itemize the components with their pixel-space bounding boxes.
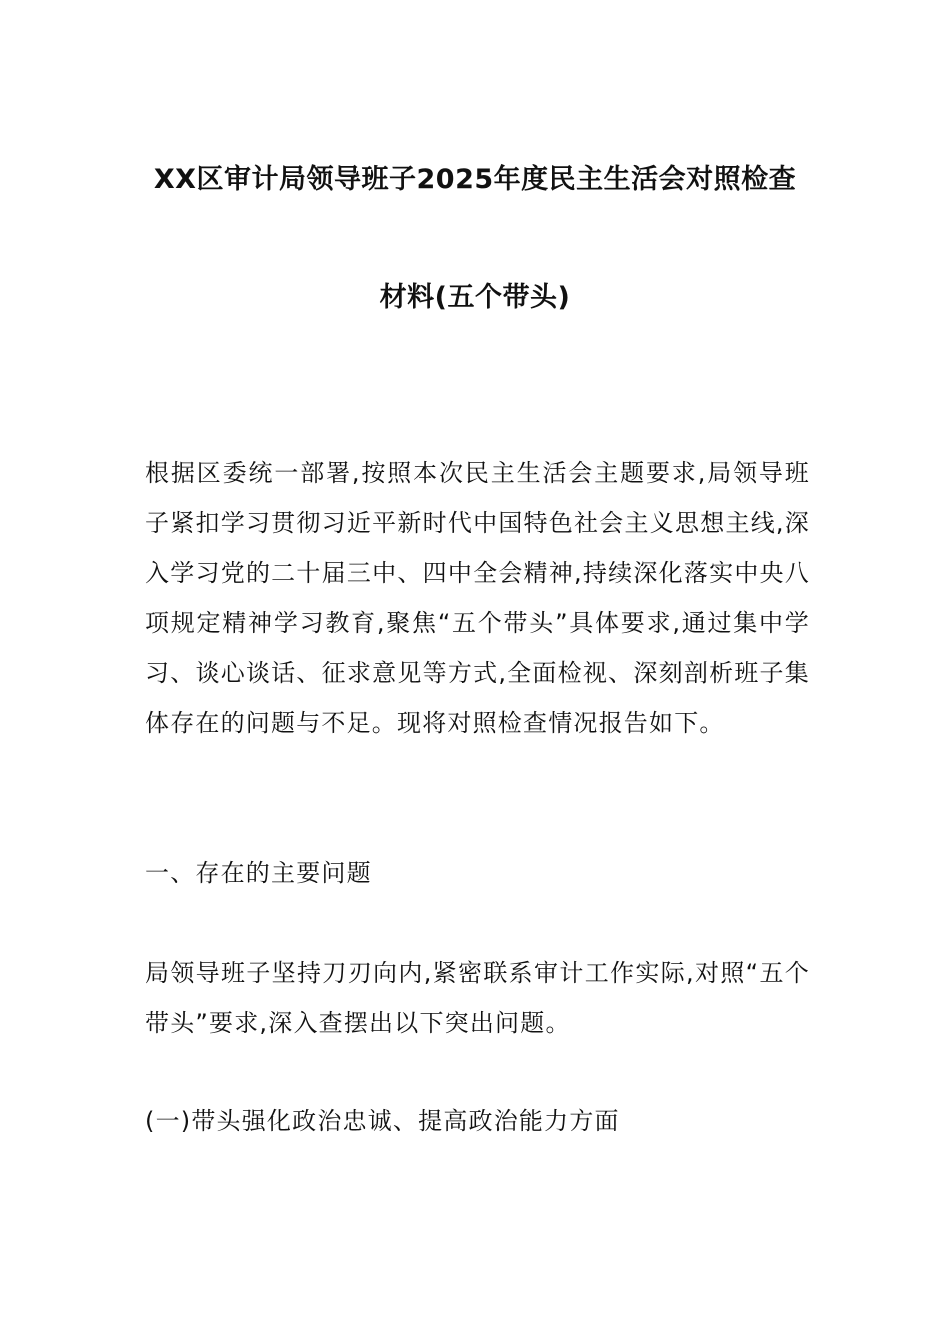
lead-paragraph: 局领导班子坚持刀刃向内,紧密联系审计工作实际,对照“五个带头”要求,深入查摆出以下突出问题。 xyxy=(145,959,810,1037)
document-title-line-1: XX区审计局领导班子2025年度民主生活会对照检查 xyxy=(153,164,797,195)
subsection-heading: (一)带头强化政治忠诚、提高政治能力方面 xyxy=(145,1107,620,1135)
section-heading: 一、存在的主要问题 xyxy=(145,859,372,887)
intro-paragraph: 根据区委统一部署,按照本次民主生活会主题要求,局领导班子紧扣学习贯彻习近平新时代中国特色社会主义思想主线,深入学习党的二十届三中、四中全会精神,持续深化落实中央八项规定精神学习教育,聚焦“五个带头”具体要求,通过集中学习、谈心谈话、征求意见等方式,全面检视、深刻剖析班子集体存在的问题与不足。现将对照检查情况报告如下。 xyxy=(145,459,810,737)
document-title-line-2: 材料(五个带头) xyxy=(379,282,571,313)
